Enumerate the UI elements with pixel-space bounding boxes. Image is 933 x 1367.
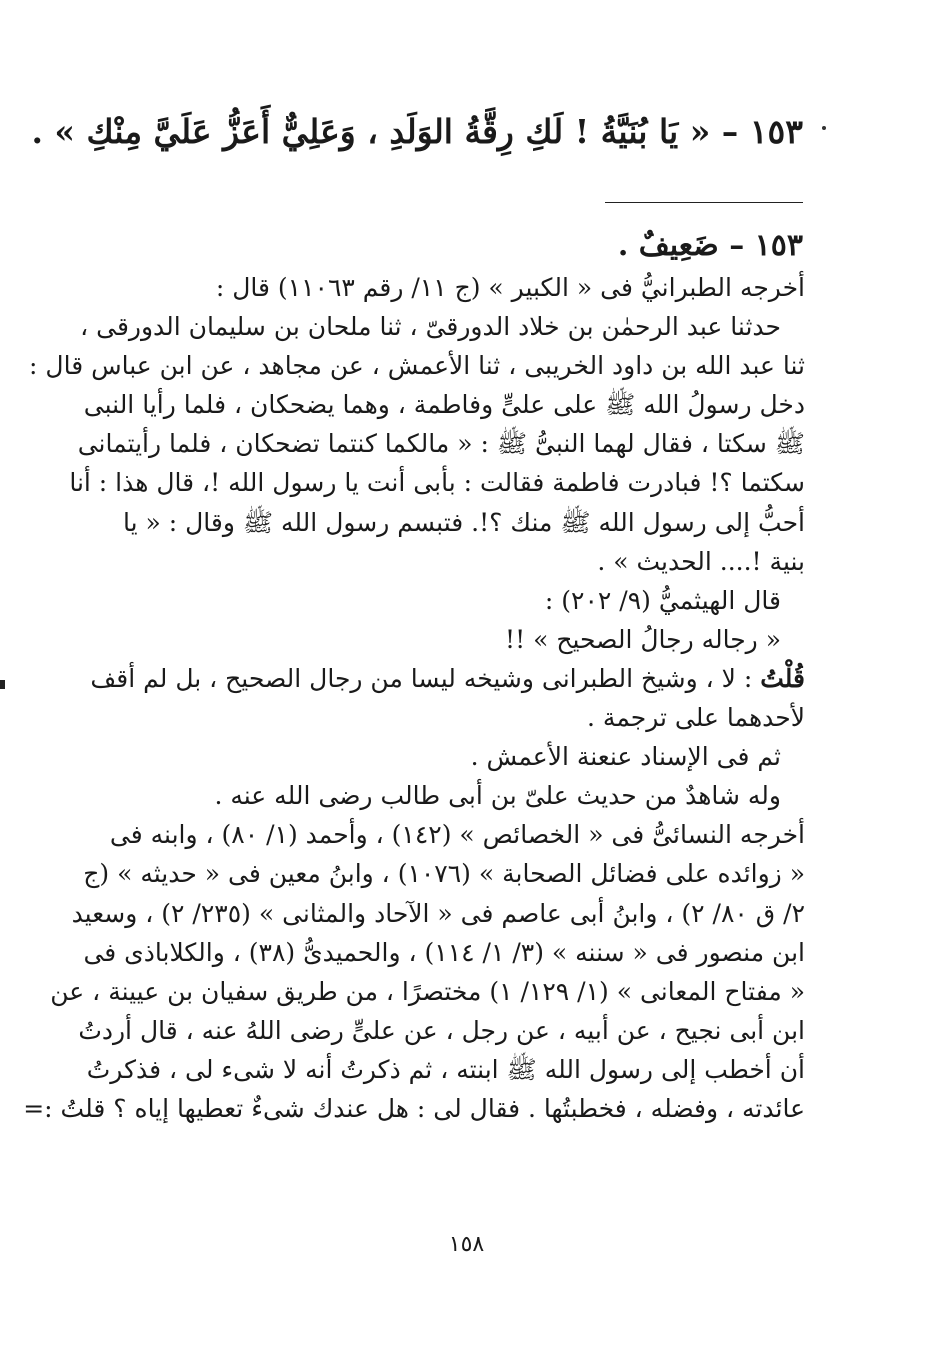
text-line: ثنا عبد الله بن داود الخريبى ، ثنا الأعمش ، عن مجاهد ، عن ابن عباس قال : bbox=[29, 351, 805, 381]
margin-mark bbox=[0, 680, 5, 689]
text-line: بنية !.... الحديث » . bbox=[597, 546, 805, 576]
text-line bbox=[90, 659, 805, 698]
text-line: لأحدهما على ترجمة . bbox=[587, 703, 805, 733]
text-line: ثم فى الإسناد عنعنة الأعمش . bbox=[470, 742, 781, 772]
text-line: سكتما ؟! فبادرت فاطمة فقالت : بأبى أنت يا رسول الله !، قال هذا : أنا bbox=[69, 468, 805, 498]
qultu-label: قُلْتُ bbox=[760, 663, 805, 693]
commentary-body bbox=[23, 268, 805, 1128]
text-line: أخرجه النسائىُّ فى « الخصائص » (١٤٢) ، وأحمد (١/ ٨٠) ، وابنه فى bbox=[109, 820, 805, 850]
text-line: « رجاله رجالُ الصحيح » !! bbox=[505, 624, 781, 654]
text-line: حدثنا عبد الرحمٰن بن خلاد الدورقىّ ، ثنا ملحان بن سليمان الدورقى ، bbox=[80, 312, 781, 342]
grading-subheading: ١٥٣ – ضَعِيفٌ . bbox=[617, 228, 803, 263]
line-text: : لا ، وشيخ الطبرانى وشيخه ليسا من رجال الصحيح ، بل لم أقف bbox=[90, 663, 761, 693]
text-line: أن أخطب إلى رسول الله ﷺ ابنته ، ثم ذكرتُ أنه لا شىء لى ، فذكرتُ bbox=[86, 1054, 805, 1084]
text-line: ابن أبى نجيح ، عن أبيه ، عن رجل ، عن علىٍّ رضى اللهُ عنه ، قال أردتُ bbox=[78, 1015, 805, 1045]
text-line: ﷺ سكتا ، فقال لهما النبىُّ ﷺ : « مالكما كنتما تضحكان ، فلما رأيتمانى bbox=[77, 429, 805, 459]
text-line: أحبُّ إلى رسول الله ﷺ منك ؟!. فتبسم رسول الله ﷺ وقال : « يا bbox=[122, 507, 805, 537]
margin-dot bbox=[822, 126, 826, 130]
page-number: ١٥٨ bbox=[448, 1232, 485, 1257]
separator-rule bbox=[605, 202, 803, 203]
text-line: أخرجه الطبرانيُّ فى « الكبير » (ج ١١/ رقم ١١٠٦٣) قال : bbox=[215, 273, 805, 302]
hadith-heading: ١٥٣ – « يَا بُنَيَّةُ ! لَكِ رِقَّةُ الوَلَدِ ، وَعَلِيٌّ أَعَزُّ عَلَيَّ مِنْكِ » . bbox=[31, 112, 803, 151]
text-line: « زوائده على فضائل الصحابة » (١٠٧٦) ، وابنُ معين فى « حديثه » (ج bbox=[83, 859, 805, 889]
text-line: قال الهيثميُّ (٩/ ٢٠٢) : bbox=[544, 585, 781, 615]
text-line: دخل رسولُ الله ﷺ على علىٍّ وفاطمة ، وهما يضحكان ، فلما رأيا النبى bbox=[83, 390, 805, 420]
text-line: ابن منصور فى « سننه » (٣/ ١/ ١١٤) ، والحميدىُّ (٣٨) ، والكلاباذى فى bbox=[83, 937, 805, 967]
text-line: « مفتاح المعانى » (١/ ١٢٩/ ١) مختصرًا ، من طريق سفيان بن عيينة ، عن bbox=[50, 976, 805, 1006]
text-line: ٢/ ق ٨٠/ ٢) ، وابنُ أبى عاصم فى « الآحاد والمثانى » (٢٣٥/ ٢) ، وسعيد bbox=[71, 898, 805, 928]
text-line: وله شاهدٌ من حديث علىّ بن أبى طالب رضى الله عنه . bbox=[214, 781, 781, 811]
text-line: عائدته ، وفضله ، فخطبتُها . فقال لى : هل عندك شىءٌ تعطيها إياه ؟ قلتُ := bbox=[23, 1093, 805, 1123]
